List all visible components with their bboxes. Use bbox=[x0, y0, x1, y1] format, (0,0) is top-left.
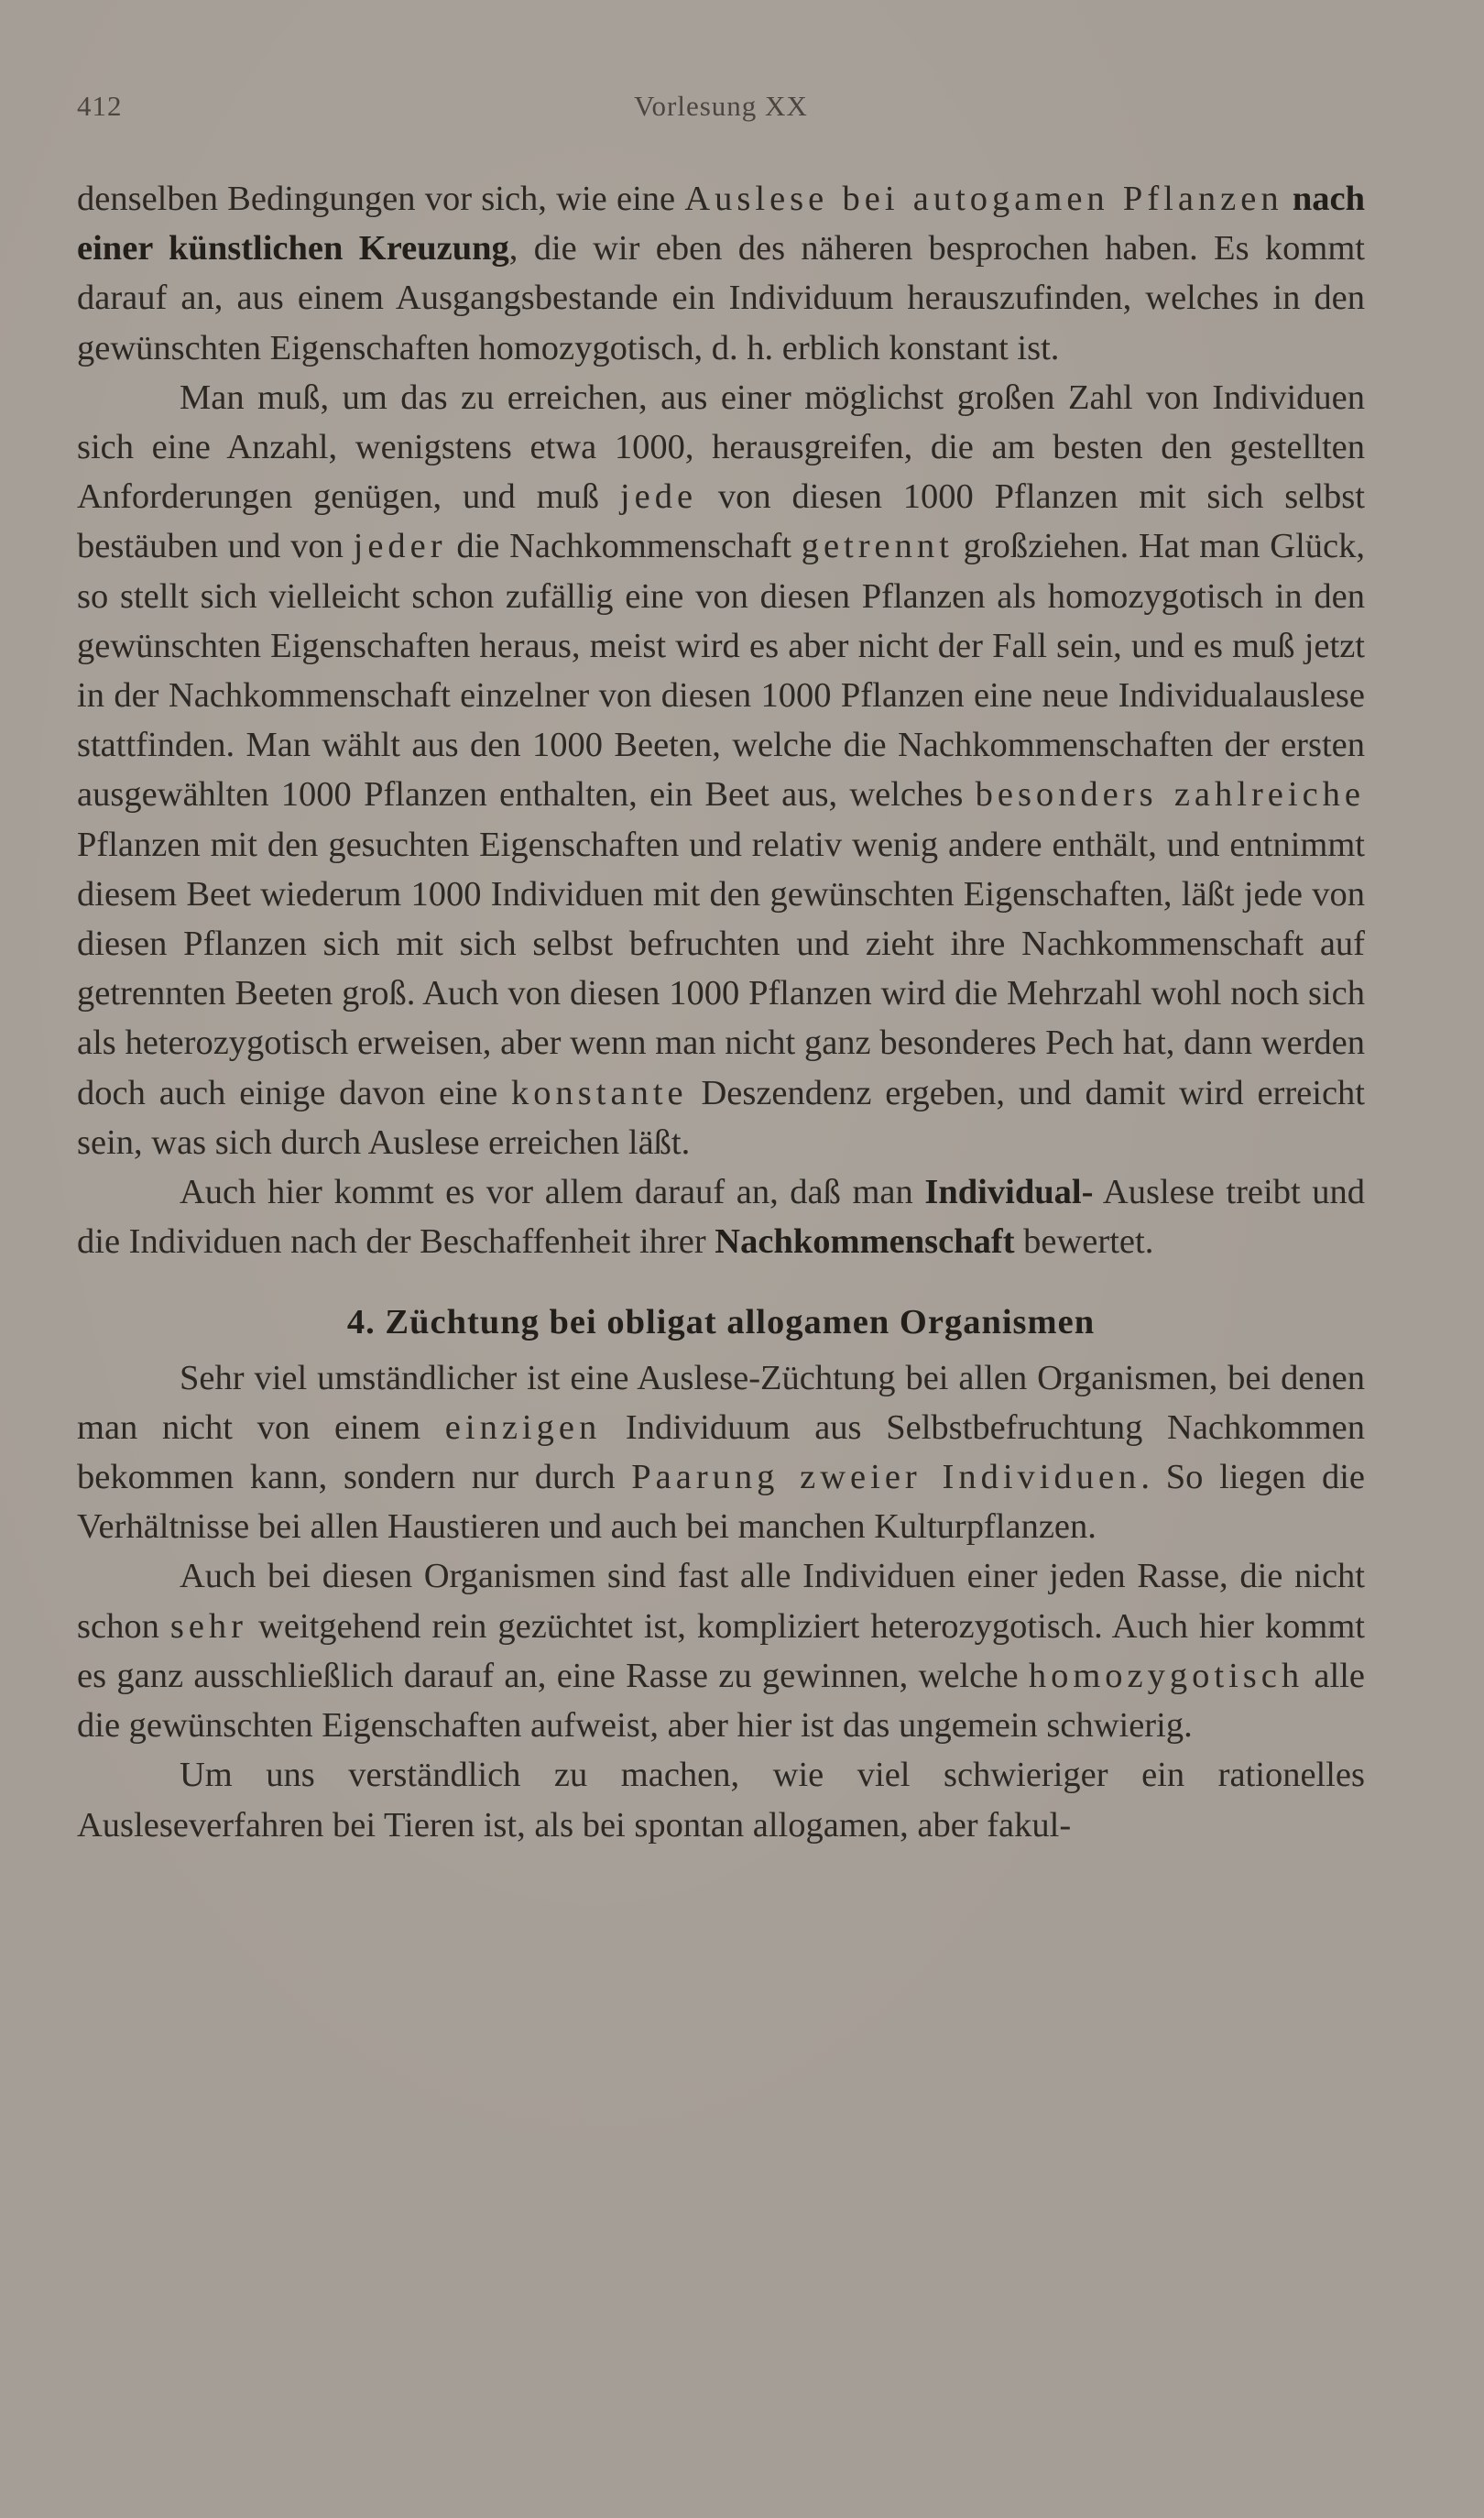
spaced-emphasis: getrennt bbox=[801, 527, 954, 566]
spaced-emphasis: einzigen bbox=[444, 1407, 602, 1447]
spaced-emphasis: konstante bbox=[511, 1073, 688, 1112]
bold-emphasis: nach einer künstlichen Kreuzung bbox=[77, 180, 1366, 268]
body-text bbox=[77, 174, 1365, 1850]
bold-emphasis: Individual- bbox=[924, 1173, 1094, 1212]
paragraph: Auch bei diesen Organismen sind fast alle Individuen einer jeden Rasse, die nicht schon sehr weitgehend rein gezüchtet ist, kompliziert heterozygotisch. Auch hier kommt es ganz ausschließlich darauf an, eine Rasse zu gewinnen, welche homozygotisch alle die gewünschten Eigenschaften aufweist, aber hier ist das ungemein schwierig. bbox=[77, 1557, 1365, 1746]
paragraph: Auch hier kommt es vor allem darauf an, daß man Individual- Auslese treibt und die Individuen nach der Beschaffenheit ihrer Nachkommenschaft bewertet. bbox=[77, 1173, 1365, 1262]
section-heading: 4. Züchtung bei obligat allogamen Organismen bbox=[346, 1303, 1096, 1342]
paragraph: denselben Bedingungen vor sich, wie eine Auslese bei autogamen Pflanzen nach einer künstlichen Kreuzung, die wir eben des näheren besprochen haben. Es kommt darauf an, aus einem Ausgangsbestande ein Individuum herauszufinden, welches in den gewünschten Eigenschaften homozygotisch, d. h. erblich konstant ist. bbox=[77, 180, 1366, 367]
spaced-emphasis: jede bbox=[619, 477, 698, 517]
spaced-emphasis: jeder bbox=[353, 527, 447, 566]
paragraph: Man muß, um das zu erreichen, aus einer möglichst großen Zahl von Individuen sich eine Anzahl, wenigstens etwa 1000, herausgreifen, die am besten den gestellten Anforderungen genügen, und muß jede von diesen 1000 Pflanzen mit sich selbst bestäuben und von jeder die Nachkommenschaft getrennt großziehen. Hat man Glück, so stellt sich vielleicht schon zufällig eine von diesen Pflanzen als homozygotisch in den gewünschten Eigenschaften heraus, meist wird es aber nicht der Fall sein, und es muß jetzt in der Nachkommenschaft einzelner von diesen 1000 Pflanzen eine neue Individualauslese stattfinden. Man wählt aus den 1000 Beeten, welche die Nachkommenschaften der ersten ausgewählten 1000 Pflanzen enthalten, ein Beet aus, welches besonders zahlreiche Pflanzen mit den gesuchten Eigenschaften und relativ wenig andere enthält, und entnimmt diesem Beet wiederum 1000 Individuen mit den gewünschten Eigenschaften, läßt jede von diesen Pflanzen sich mit sich selbst befruchten und zieht ihre Nachkommenschaft auf getrennten Beeten groß. Auch von diesen 1000 Pflanzen wird die Mehrzahl wohl noch sich als heterozygotisch erweisen, aber wenn man nicht ganz besonderes Pech hat, dann werden doch auch einige davon eine konstante Deszendenz ergeben, und damit wird erreicht sein, was sich durch Auslese erreichen läßt. bbox=[77, 378, 1365, 1162]
page-number: 412 bbox=[77, 90, 123, 122]
spaced-emphasis: Paarung zweier Individuen bbox=[631, 1458, 1141, 1497]
spaced-emphasis: Auslese bei autogamen Pflanzen bbox=[684, 180, 1283, 218]
spaced-emphasis: besonders zahlreiche bbox=[975, 775, 1365, 815]
running-title: Vorlesung XX bbox=[634, 90, 808, 122]
paragraph: Sehr viel umständlicher ist eine Auslese-Züchtung bei allen Organismen, bei denen man nicht von einem einzigen Individuum aus Selbstbefruchtung Nachkommen bekommen kann, sondern nur durch Paarung zweier Individuen. So liegen die Verhältnisse bei allen Haustieren und auch bei manchen Kulturpflanzen. bbox=[77, 1358, 1365, 1547]
paragraph: Um uns verständlich zu machen, wie viel schwieriger ein rationelles Ausleseverfahren bei Tieren ist, als bei spontan allogamen, aber fakul- bbox=[77, 1756, 1365, 1845]
spaced-emphasis: homozygotisch bbox=[1028, 1656, 1304, 1695]
bold-emphasis: Nachkommenschaft bbox=[715, 1222, 1015, 1262]
spaced-emphasis: sehr bbox=[169, 1606, 247, 1646]
page-header bbox=[77, 90, 1365, 136]
